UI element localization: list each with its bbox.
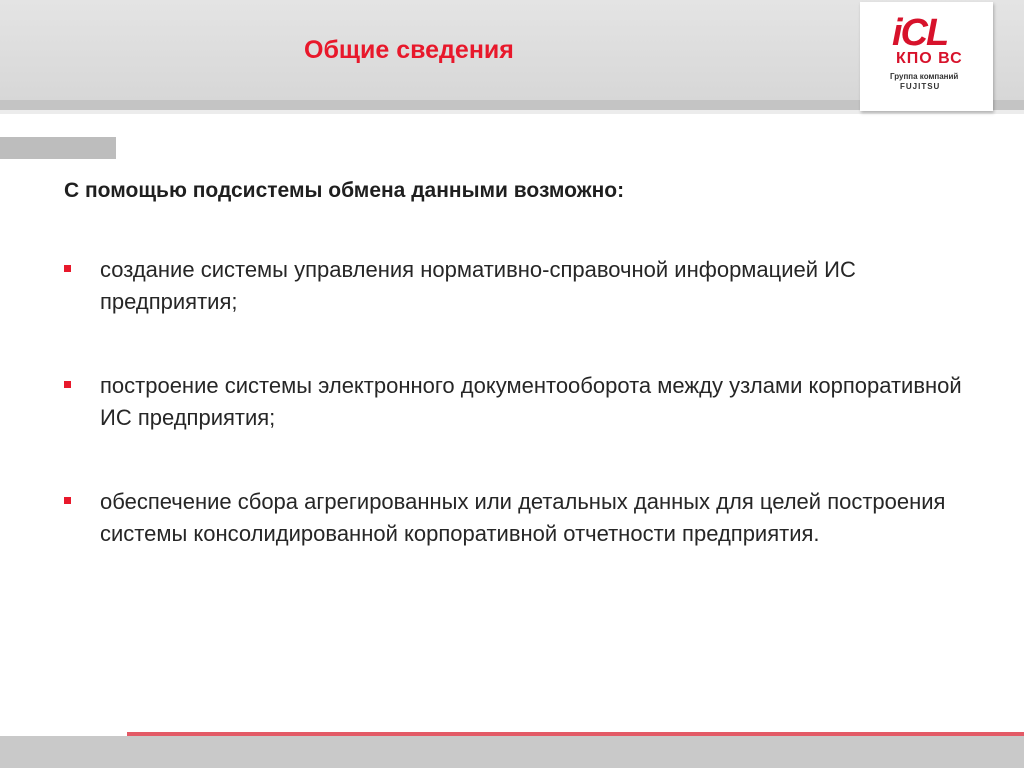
- section-tab-decoration: [0, 137, 116, 159]
- bullet-square-icon: [64, 265, 71, 272]
- bullet-square-icon: [64, 381, 71, 388]
- logo-company: КПО ВС: [896, 50, 963, 67]
- bullet-text: обеспечение сбора агрегированных или детальных данных для целей построения системы консолидированной корпоративной отчетности предприятия.: [100, 489, 946, 546]
- slide-content: [64, 176, 964, 602]
- bullet-list: [64, 254, 964, 550]
- slide-title: Общие сведения: [304, 36, 514, 64]
- logo-group-text: Группа компаний: [890, 72, 959, 81]
- intro-text: С помощью подсистемы обмена данными возможно:: [64, 179, 625, 202]
- bullet-square-icon: [64, 497, 71, 504]
- bullet-text: создание системы управления нормативно-справочной информацией ИС предприятия;: [100, 257, 856, 314]
- bullet-item: [64, 486, 964, 550]
- logo-partner: FUJITSU: [900, 82, 941, 91]
- footer-band: [0, 736, 1024, 768]
- bullet-item: [64, 370, 964, 434]
- company-logo: [860, 2, 993, 111]
- bullet-item: [64, 254, 964, 318]
- logo-brand: iCL: [892, 12, 948, 54]
- bullet-text: построение системы электронного документооборота между узлами корпоративной ИС предприятия;: [100, 373, 962, 430]
